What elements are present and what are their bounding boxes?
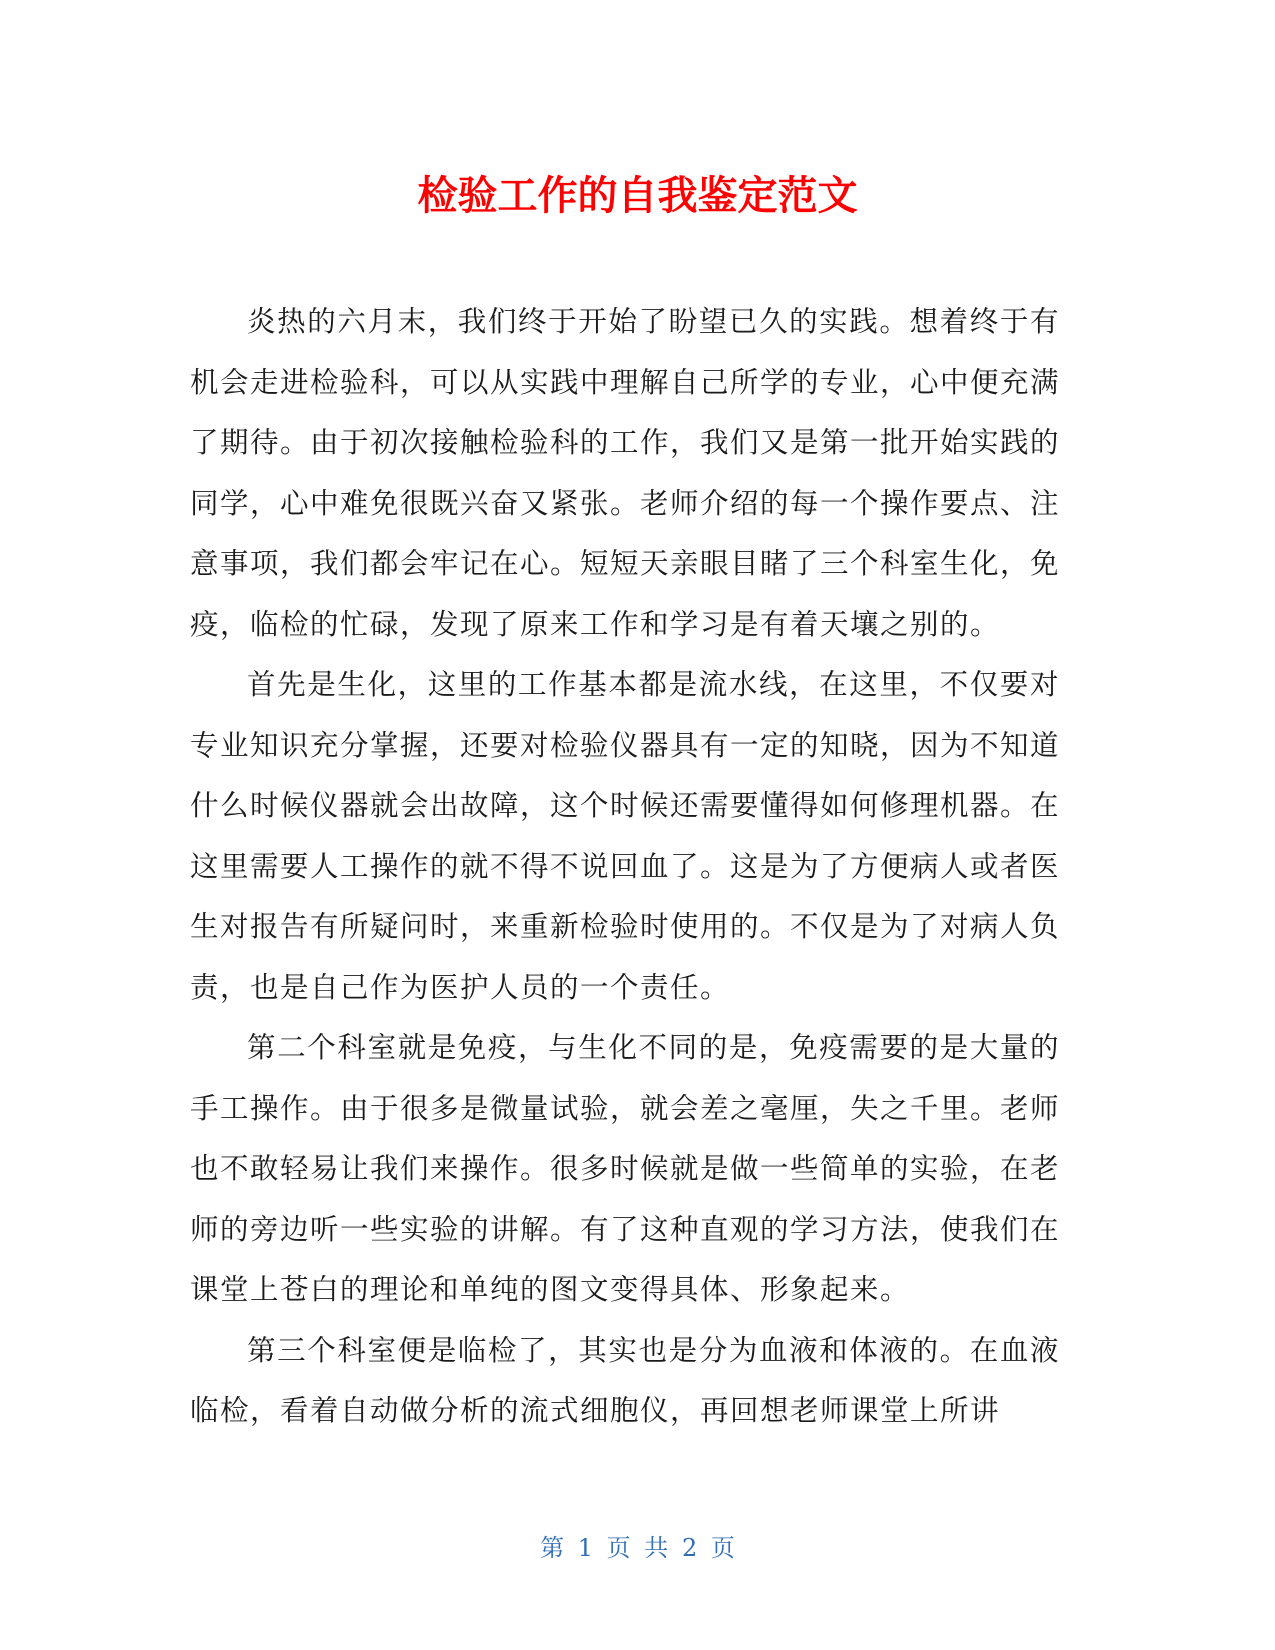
document-title: 检验工作的自我鉴定范文 — [417, 173, 858, 219]
page-number-footer: 第 1 页 共 2 页 — [540, 1534, 735, 1562]
paragraph-3: 第二个科室就是免疫，与生化不同的是，免疫需要的是大量的手工操作。由于很多是微量试验，就会差之毫厘，失之千里。老师也不敢轻易让我们来操作。很多时候就是做一些简单的实验，在老师的旁边听一些实验的讲解。有了这种直观的学习方法，使我们在课堂上苍白的理论和单纯的图文变得具体、形象起来。 — [190, 1031, 1061, 1306]
paragraph-4: 第三个科室便是临检了，其实也是分为血液和体液的。在血液临检，看着自动做分析的流式细胞仪，再回想老师课堂上所讲 — [190, 1333, 1060, 1427]
paragraph-1: 炎热的六月末，我们终于开始了盼望已久的实践。想着终于有机会走进检验科，可以从实践中理解自己所学的专业，心中便充满了期待。由于初次接触检验科的工作，我们又是第一批开始实践的同学，心中难免很既兴奋又紧张。老师介绍的每一个操作要点、注意事项，我们都会牢记在心。短短天亲眼目睹了三个科室生化，免疫，临检的忙碌，发现了原来工作和学习是有着天壤之别的。 — [190, 305, 1061, 641]
document-body — [190, 292, 1060, 1442]
paragraph-2: 首先是生化，这里的工作基本都是流水线，在这里，不仅要对专业知识充分掌握，还要对检验仪器具有一定的知晓，因为不知道什么时候仪器就会出故障，这个时候还需要懂得如何修理机器。在这里需要人工操作的就不得不说回血了。这是为了方便病人或者医生对报告有所疑问时，来重新检验时使用的。不仅是为了对病人负责，也是自己作为医护人员的一个责任。 — [190, 668, 1061, 1004]
